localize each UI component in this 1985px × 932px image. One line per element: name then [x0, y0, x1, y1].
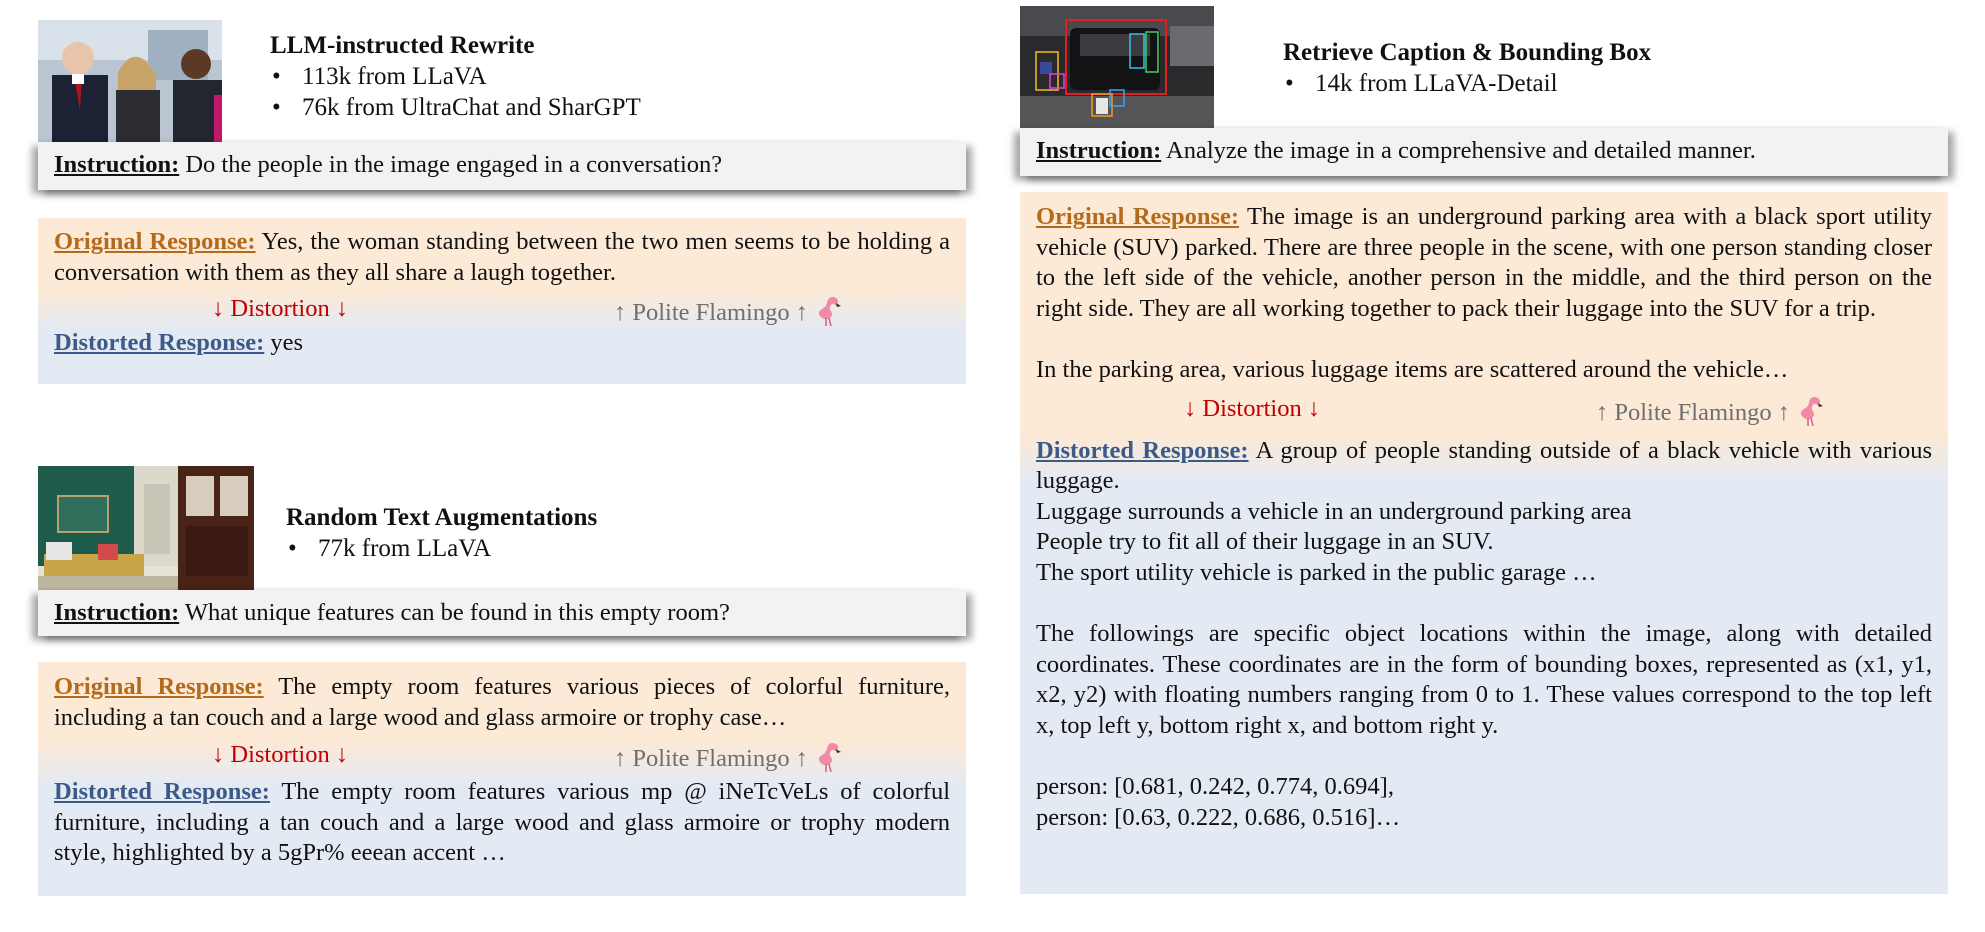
original-response-label: Original Response: [54, 673, 264, 700]
parking-garage-suv-photo [1020, 6, 1214, 128]
augment-response-box [38, 662, 966, 896]
augment-header [286, 502, 597, 564]
polite-flamingo-arrow-label: ↑ Polite Flamingo ↑ [614, 740, 842, 775]
distorted-line: Luggage surrounds a vehicle in an underground parking area [1036, 497, 1632, 525]
bbox-line: person: [0.63, 0.222, 0.686, 0.516]… [1036, 803, 1401, 831]
augment-instruction [38, 590, 966, 636]
distorted-line: People try to fit all of their luggage in an SUV. [1036, 528, 1494, 555]
bullet-item: • 113k from LLaVA [270, 61, 641, 92]
polite-flamingo-arrow-label: ↑ Polite Flamingo ↑ [614, 294, 842, 329]
augment-title: Random Text Augmentations [286, 504, 598, 531]
distorted-response-label: Distorted Response: [54, 329, 265, 356]
original-response [1036, 202, 1932, 324]
distortion-arrow-label: ↓ Distortion ↓ [1184, 394, 1321, 422]
empty-room-photo [38, 466, 254, 590]
instruction-label: Instruction: [1036, 137, 1162, 164]
bullet-item: • 14k from LLaVA-Detail [1283, 68, 1651, 99]
distortion-arrow-label: ↓ Distortion ↓ [212, 295, 349, 322]
rewrite-title: LLM-instructed Rewrite [270, 32, 535, 59]
retrieve-response-box [1020, 192, 1948, 894]
original-response-label: Original Response: [54, 228, 256, 255]
flamingo-icon [1796, 394, 1824, 426]
retrieve-bullets [1283, 68, 1651, 99]
rewrite-bullets [270, 61, 641, 123]
transform-row [54, 733, 950, 777]
original-response-label: Original Response: [1036, 203, 1240, 230]
distorted-response-text: The empty room features various mp @ iNeTcVeLs of colorful furniture, including a tan couch and a large wood and glass armoire or trophy modern style, highlighted by a 5gPr% eeean accent … [54, 778, 950, 866]
retrieve-instruction [1020, 128, 1948, 176]
original-response [54, 672, 950, 733]
instruction-text: Analyze the image in a comprehensive and detailed manner. [1161, 137, 1756, 164]
bbox-explanation: The followings are specific object locations within the image, along with detailed coordinates. These coordinates are in the form of bounding boxes, represented as (x1, y1, x2, y2) with floating numbers ranging from 0 to 1. These values correspond to the top left x, top left y, bottom right x, and bottom right y. [1036, 620, 1932, 739]
bullet-item: • 76k from UltraChat and SharGPT [270, 92, 641, 123]
instruction-label: Instruction: [54, 599, 180, 626]
original-response-continued: In the parking area, various luggage items are scattered around the vehicle… [1036, 356, 1789, 383]
instruction-text: Do the people in the image engaged in a conversation? [179, 151, 723, 178]
instruction-label: Instruction: [54, 151, 180, 178]
transform-row [1036, 386, 1932, 432]
rewrite-header [270, 30, 641, 123]
transform-row [54, 288, 950, 328]
polite-flamingo-arrow-label: ↑ Polite Flamingo ↑ [1596, 394, 1824, 429]
original-response [54, 227, 950, 288]
distorted-response-text: yes [264, 329, 304, 356]
distorted-line: The sport utility vehicle is parked in the public garage … [1036, 558, 1597, 586]
flamingo-icon [814, 294, 842, 326]
distorted-response-text: A group of people standing outside of a black vehicle with various luggage. [1036, 436, 1932, 494]
original-response-text: The image is an underground parking area with a black sport utility vehicle (SUV) parked. There are three people in the scene, with one person standing closer to the left side of the vehicle, another person in the middle, and the third person on the right side. They are all working together to pack their luggage into the SUV for a trip. [1036, 203, 1932, 322]
distortion-arrow-label: ↓ Distortion ↓ [212, 741, 349, 768]
original-response-text: The empty room features various pieces of colorful furniture, including a tan couch and a large wood and glass armoire or trophy case… [54, 673, 950, 731]
flamingo-icon [814, 740, 842, 772]
distorted-response [1036, 436, 1932, 497]
bullet-item: • 77k from LLaVA [286, 533, 597, 564]
original-response-text: Yes, the woman standing between the two men seems to be holding a conversation with them as they all share a laugh together. [54, 228, 950, 286]
bbox-line: person: [0.681, 0.242, 0.774, 0.694], [1036, 773, 1394, 800]
retrieve-title: Retrieve Caption & Bounding Box [1283, 39, 1652, 66]
distorted-response-label: Distorted Response: [54, 778, 270, 805]
instruction-text: What unique features can be found in this empty room? [179, 599, 730, 626]
augment-bullets [286, 533, 597, 564]
rewrite-response-box [38, 218, 966, 384]
people-conversation-photo [38, 20, 222, 142]
distorted-response [54, 777, 950, 869]
distorted-response-label: Distorted Response: [1036, 436, 1249, 464]
distorted-response [54, 328, 950, 359]
retrieve-header [1283, 37, 1651, 99]
rewrite-instruction [38, 142, 966, 190]
